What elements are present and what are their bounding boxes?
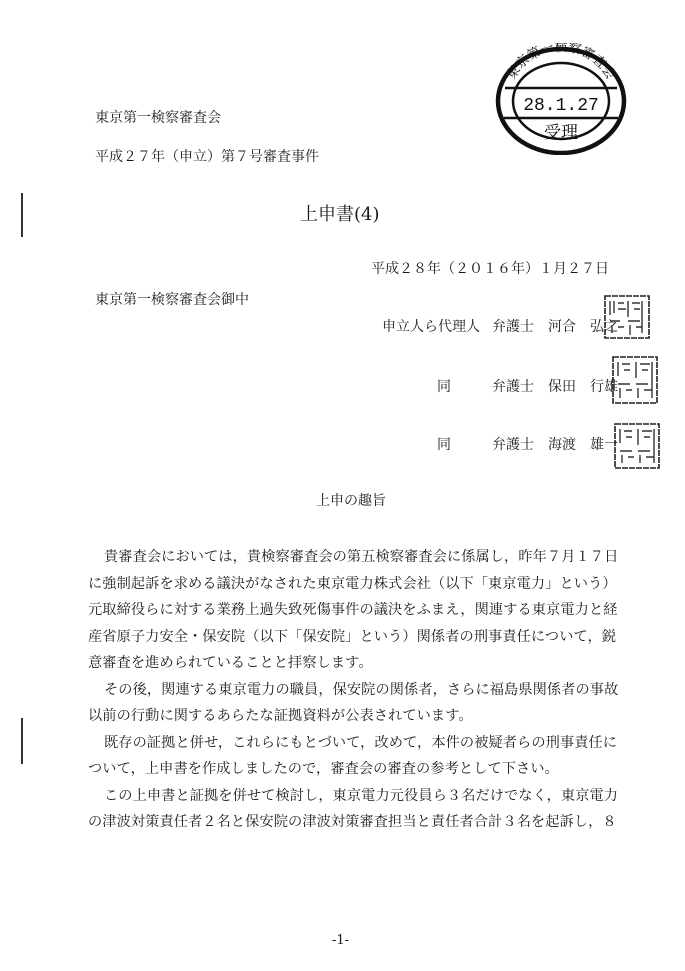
stamp-label: 受理 — [544, 123, 578, 143]
body-line: 既存の証拠と併せ，これらにもとづいて，改めて，本件の被疑者らの刑事責任に — [104, 734, 618, 751]
body-text — [88, 544, 619, 836]
signatory-1-name: 河合 弘之 — [548, 319, 618, 335]
signatory-2-name: 保田 行雄 — [548, 379, 618, 395]
margin-mark-bottom — [21, 718, 23, 764]
body-line: の津波対策責任者２名と保安院の津波対策審査担当と責任者合計３名を起訴し，８ — [88, 814, 617, 830]
page-number: -1- — [332, 933, 350, 948]
body-line: 意審査を進められていることと拝察します。 — [88, 655, 373, 671]
body-line: 産省原子力安全・保安院（以下「保安院」という）関係者の刑事責任について，鋭 — [88, 628, 617, 645]
stamp-org-text: 東京第一検察審査会 — [503, 43, 619, 82]
signatory-3-role: 同 — [437, 437, 451, 453]
signatory-3-title: 弁護士 — [492, 437, 534, 453]
document-date: 平成２８年（２０１６年）１月２７日 — [371, 261, 609, 277]
seal-stamp-2 — [612, 356, 658, 404]
body-line: 以前の行動に関するあらたな証拠資料が公表されています。 — [88, 708, 473, 724]
body-line: に強制起訴を求める議決がなされた東京電力株式会社（以下「東京電力」という） — [88, 575, 617, 592]
seal-stamp-3 — [614, 423, 660, 469]
body-line: その後，関連する東京電力の職員，保安院の関係者，さらに福島県関係者の事故 — [104, 681, 619, 698]
signatory-2-title: 弁護士 — [492, 379, 534, 395]
document-title: 上申書(4) — [300, 204, 380, 225]
header-case-number: 平成２７年（申立）第７号審査事件 — [95, 149, 319, 165]
section-heading: 上申の趣旨 — [316, 493, 386, 509]
addressee: 東京第一検察審査会御中 — [95, 292, 249, 308]
signatory-2-role: 同 — [437, 379, 451, 395]
seal-stamp-1 — [604, 295, 650, 339]
signatory-3-name: 海渡 雄一 — [548, 437, 618, 453]
header-committee: 東京第一検察審査会 — [95, 110, 221, 126]
body-line: 貴審査会においては，貴検察審査会の第五検察審査会に係属し，昨年７月１７日 — [104, 549, 619, 565]
signatory-1-role: 申立人ら代理人 — [382, 319, 480, 335]
receipt-stamp — [492, 43, 630, 155]
body-line: この上申書と証拠を併せて検討し，東京電力元役員ら３名だけでなく，東京電力 — [104, 787, 619, 804]
body-line: 元取締役らに対する業務上過失致死傷事件の議決をふまえ，関連する東京電力と経 — [88, 602, 618, 618]
stamp-date: 28.1.27 — [523, 96, 599, 116]
margin-mark-top — [21, 193, 23, 237]
signatory-1-title: 弁護士 — [492, 319, 534, 335]
body-line: ついて，上申書を作成しましたので，審査会の審査の参考として下さい。 — [88, 761, 559, 777]
